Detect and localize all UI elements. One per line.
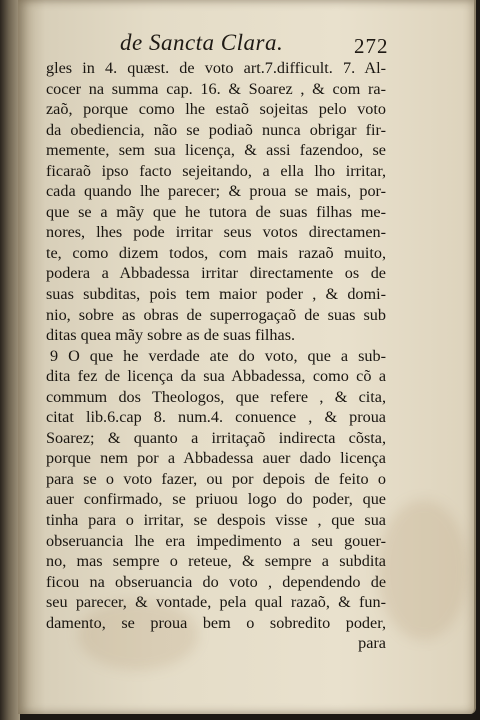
page-gutter-edge xyxy=(0,0,20,720)
page-number: 272 xyxy=(354,34,389,58)
text-line: ficaraõ ipso facto sejeitando, a ella lho irritar, xyxy=(46,161,386,180)
text-line: suas subditas, pois tem maior poder , & domi- xyxy=(46,285,386,304)
text-line: podera a Abbadessa irritar directamente os de xyxy=(46,264,386,283)
text-line: que se a mãy que he tutora de suas filhas me- xyxy=(46,202,386,221)
paragraph-start-line: 9 O que he verdade ate do voto, que a sub- xyxy=(50,346,386,365)
text-line: obseruancia lhe era impedimento a seu gouer- xyxy=(46,531,386,550)
text-line: auer confirmado, se priuou logo do poder, que xyxy=(46,490,386,509)
text-line: gles in 4. quæst. de voto art.7.difficult. 7. Al- xyxy=(46,59,386,77)
paper-stain xyxy=(378,500,468,640)
text-line: dita fez de licença da sua Abbadessa, como cõ a xyxy=(46,367,386,386)
text-line: memente, sem sua licença, & assi fazendoo, se xyxy=(46,141,386,160)
text-line: te, como dizem todos, com mais razaõ muito, xyxy=(46,243,386,262)
text-line: porque nem por a Abbadessa auer dado licença xyxy=(46,449,386,468)
text-line: citat lib.6.cap 8. num.4. conuence , & proua xyxy=(46,408,386,427)
text-line: no, mas sempre o reteue, & sempre a subdita xyxy=(46,552,386,571)
text-line: cocer na summa cap. 16. & Soarez , & com ra- xyxy=(46,79,386,98)
text-line: seu parecer, & vontade, pela qual razaõ, & fun- xyxy=(46,593,386,612)
catchword: para xyxy=(358,634,386,653)
body-text xyxy=(46,58,386,654)
text-line: para se o voto fazer, ou por depois de feito o xyxy=(46,469,386,488)
text-line: damento, se proua bem o sobredito poder, xyxy=(46,613,386,632)
text-line: cada quando lhe parecer; & proua se mais, por- xyxy=(46,182,386,201)
text-line: zaõ, porque como lhe estaõ sojeitas pelo voto xyxy=(46,100,386,119)
text-line: ficou na obseruancia do voto , dependendo de xyxy=(46,572,386,591)
text-line: ditas quea mãy sobre as de suas filhas. xyxy=(46,326,296,345)
text-line: da obediencia, não se podiaõ nunca obrigar fir- xyxy=(46,120,386,139)
text-line: nio, sobre as obras de superrogaçaõ de suas sub xyxy=(46,305,386,324)
text-line: Soarez; & quanto a irritaçaõ indirecta cõsta, xyxy=(46,428,386,447)
text-line: commum dos Theologos, que refere , & cita, xyxy=(46,387,386,406)
text-line: nores, lhes pode irritar seus votos directamen- xyxy=(46,223,386,242)
text-line: tinha para o irritar, se despois visse , que sua xyxy=(46,511,386,530)
running-head: de Sancta Clara. xyxy=(120,30,284,55)
